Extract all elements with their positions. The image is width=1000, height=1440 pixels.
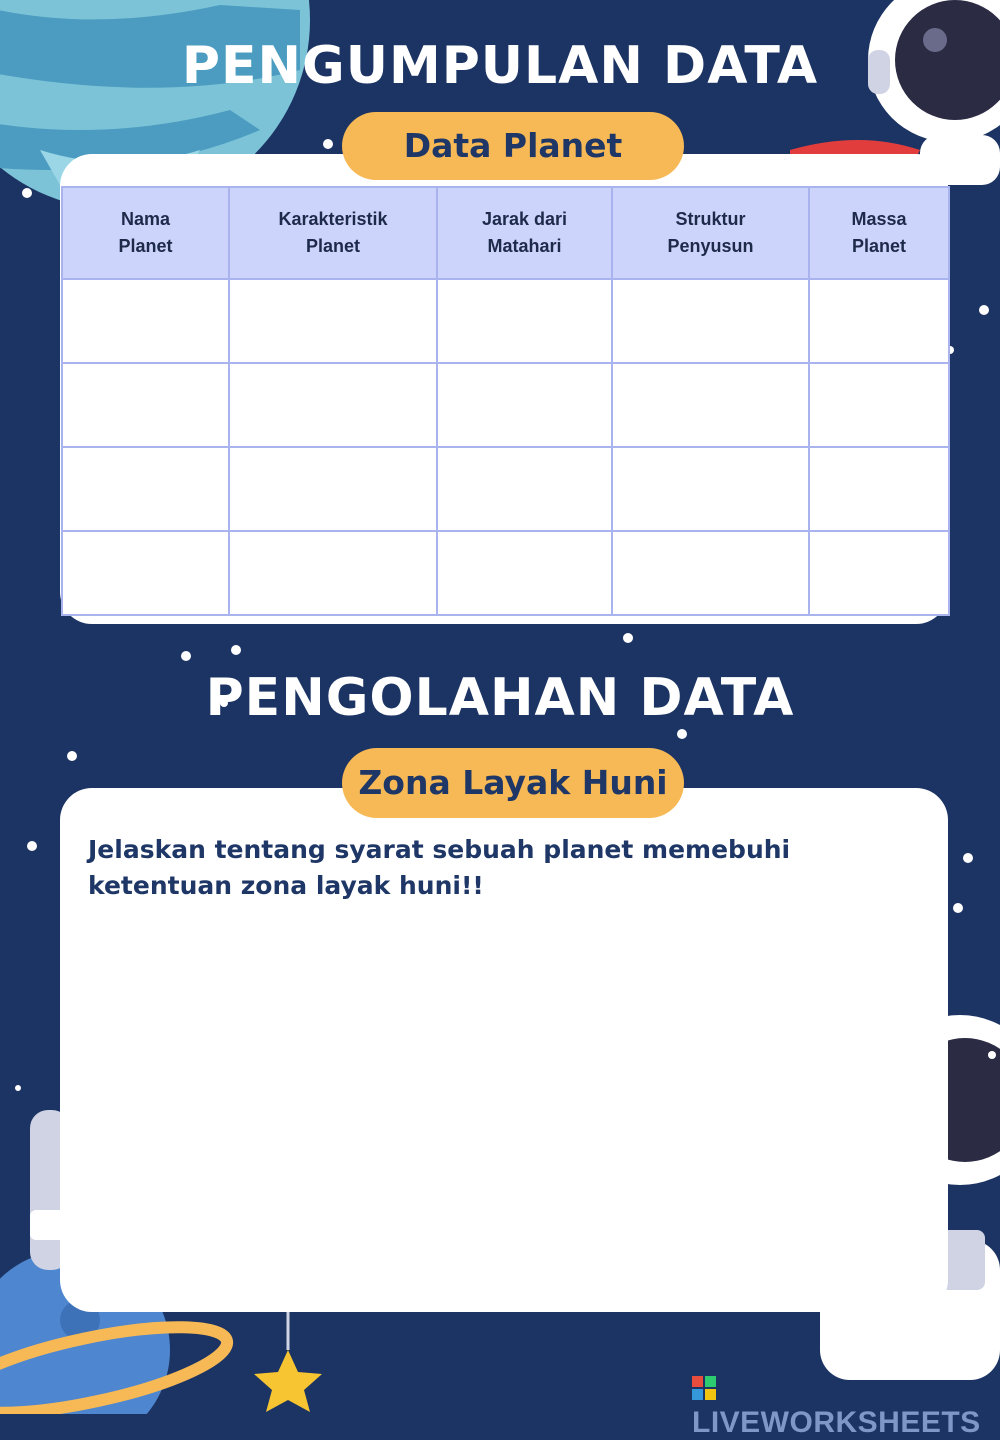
- table-cell-input[interactable]: [229, 447, 437, 531]
- table-cell-input[interactable]: [229, 363, 437, 447]
- header-massa-planet: Massa Planet: [809, 187, 949, 279]
- header-jarak-dari-matahari: Jarak dari Matahari: [437, 187, 612, 279]
- table-cell-input[interactable]: [437, 447, 612, 531]
- table-cell-input[interactable]: [809, 279, 949, 363]
- planet-data-table: [61, 186, 950, 616]
- table-cell-input[interactable]: [62, 363, 229, 447]
- header-nama-planet: Nama Planet: [62, 187, 229, 279]
- table-cell-input[interactable]: [437, 279, 612, 363]
- table-cell-input[interactable]: [612, 279, 809, 363]
- table-cell-input[interactable]: [62, 447, 229, 531]
- table-row: [62, 447, 949, 531]
- section-title-data-collection: PENGUMPULAN DATA: [181, 36, 819, 96]
- table-cell-input[interactable]: [229, 531, 437, 615]
- table-cell-input[interactable]: [437, 363, 612, 447]
- table-cell-input[interactable]: [229, 279, 437, 363]
- table-cell-input[interactable]: [809, 363, 949, 447]
- table-cell-input[interactable]: [809, 447, 949, 531]
- star-illustration: [254, 1300, 322, 1412]
- habitable-zone-badge: Zona Layak Huni: [342, 748, 684, 818]
- table-header-row: [62, 187, 949, 279]
- header-karakteristik-planet: Karakteristik Planet: [229, 187, 437, 279]
- section-title-data-processing: PENGOLAHAN DATA: [205, 668, 795, 728]
- table-cell-input[interactable]: [62, 279, 229, 363]
- table-cell-input[interactable]: [612, 447, 809, 531]
- table-cell-input[interactable]: [437, 531, 612, 615]
- data-planet-badge: Data Planet: [342, 112, 684, 180]
- question-text: Jelaskan tentang syarat sebuah planet memebuhi ketentuan zona layak huni!!: [88, 835, 791, 900]
- table-row: [62, 363, 949, 447]
- table-row: [62, 279, 949, 363]
- watermark-text: LIVEWORKSHEETS: [692, 1406, 981, 1439]
- table-cell-input[interactable]: [612, 363, 809, 447]
- header-struktur-penyusun: Struktur Penyusun: [612, 187, 809, 279]
- liveworksheets-watermark: [692, 1372, 1000, 1440]
- table-cell-input[interactable]: [612, 531, 809, 615]
- table-row: [62, 531, 949, 615]
- liveworksheets-logo-icon: [692, 1376, 716, 1400]
- table-cell-input[interactable]: [62, 531, 229, 615]
- answer-area[interactable]: [88, 914, 918, 1294]
- table-cell-input[interactable]: [809, 531, 949, 615]
